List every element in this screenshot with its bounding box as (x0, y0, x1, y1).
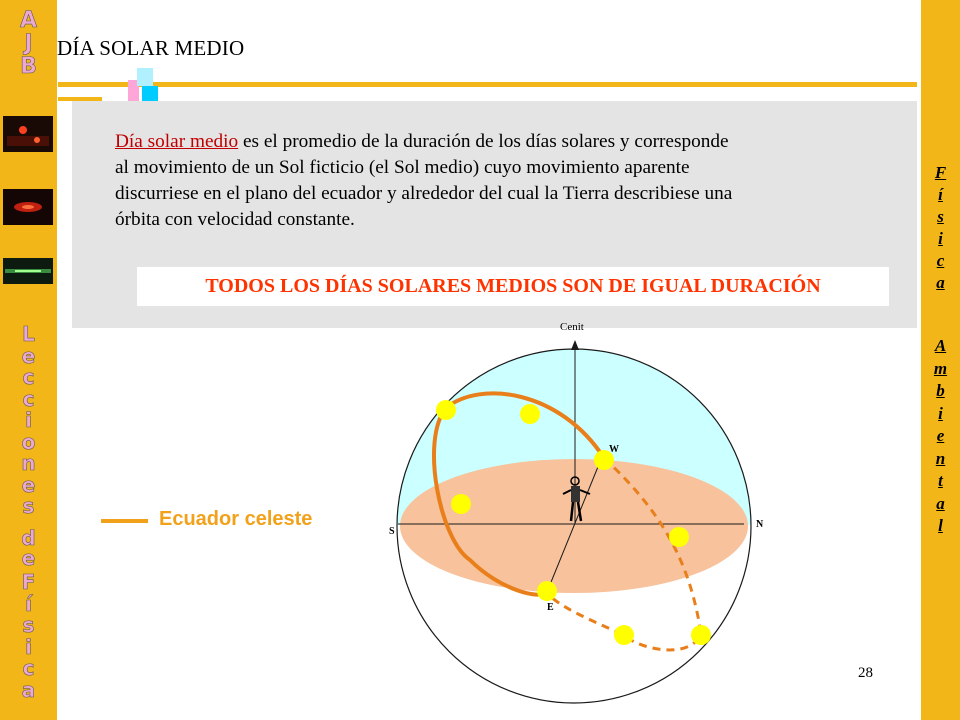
lecciones-letter: s (22, 494, 35, 518)
right-fisica-letter: c (936, 251, 945, 270)
lecciones-letter: e (21, 343, 36, 368)
west-label: W (609, 444, 619, 455)
right-ambiental-letter: a (936, 493, 945, 513)
logo-letter: A (19, 8, 38, 33)
sun-icon (614, 625, 634, 645)
paragraph-line-3: discurriese en el plano del ecuador y alrededor del cual la Tierra describiese una (115, 183, 733, 204)
sidebar-photo-1 (3, 116, 53, 152)
paragraph-line-4: órbita con velocidad constante. (115, 209, 355, 230)
paragraph-line-1: es el promedio de la duración de los días solares y corresponde (238, 131, 729, 152)
sun-icon (451, 494, 471, 514)
right-ambiental-letter: i (938, 403, 943, 423)
fisica-letter: c (22, 656, 35, 680)
page-number: 28 (858, 665, 873, 681)
lecciones-letter: c (22, 386, 35, 411)
lecciones-letter: L (22, 322, 35, 346)
east-label: E (547, 602, 554, 613)
right-ambiental-letter: l (938, 516, 943, 535)
lecciones-letter: o (21, 429, 36, 454)
fisica-letter: i (25, 634, 32, 659)
sun-icon (669, 527, 689, 547)
zenith-label: Cenit (560, 321, 584, 333)
sun-icon (537, 581, 557, 601)
lecciones-letter: c (22, 365, 35, 389)
legend-label: Ecuador celeste (159, 508, 313, 530)
north-label: N (756, 519, 764, 530)
sidebar-photo-3 (3, 258, 53, 284)
title-underline (58, 82, 917, 87)
right-ambiental-letter: t (938, 471, 943, 490)
zenith-arrow-icon (571, 340, 579, 350)
logo-letter: J (24, 31, 33, 56)
sun-icon (691, 625, 711, 645)
right-fisica-letter: s (937, 207, 944, 226)
right-fisica-letter: i (938, 229, 943, 248)
lecciones-letter: i (25, 408, 32, 432)
definition-paragraph (115, 129, 895, 233)
deco-square-blue (142, 86, 158, 102)
sidebar-photo-2 (3, 189, 53, 225)
right-fisica-letter: F (934, 163, 947, 182)
lecciones-letter: n (21, 451, 36, 475)
de-letter: d (21, 526, 36, 550)
term-link[interactable]: Día solar medio (115, 131, 239, 152)
de-letter: e (21, 546, 36, 570)
fisica-letter: í (25, 591, 32, 616)
south-label: S (389, 526, 395, 537)
right-ambiental-letter: n (935, 448, 946, 468)
right-fisica-letter: a (936, 273, 945, 292)
sun-icon (436, 400, 456, 420)
legend-line (101, 519, 148, 523)
right-ambiental-letter: m (933, 358, 948, 378)
lecciones-letter: e (21, 472, 36, 497)
slide-title: DÍA SOLAR MEDIO (57, 36, 245, 60)
right-ambiental-letter: b (936, 381, 945, 400)
right-ambiental-letter: e (936, 426, 945, 445)
right-fisica-letter: í (938, 185, 943, 204)
right-ambiental-letter: A (934, 336, 947, 355)
highlight-banner: TODOS LOS DÍAS SOLARES MEDIOS SON DE IGUAL DURACIÓN (137, 267, 889, 306)
logo-letter: B (20, 54, 37, 79)
fisica-letter: s (22, 613, 35, 637)
deco-square-cyan (137, 68, 153, 86)
fisica-letter: F (21, 570, 36, 594)
celestial-sphere-diagram (360, 310, 764, 720)
paragraph-line-2: al movimiento de un Sol ficticio (el Sol medio) cuyo movimiento aparente (115, 157, 690, 178)
fisica-letter: a (21, 677, 36, 702)
sun-icon (520, 404, 540, 424)
